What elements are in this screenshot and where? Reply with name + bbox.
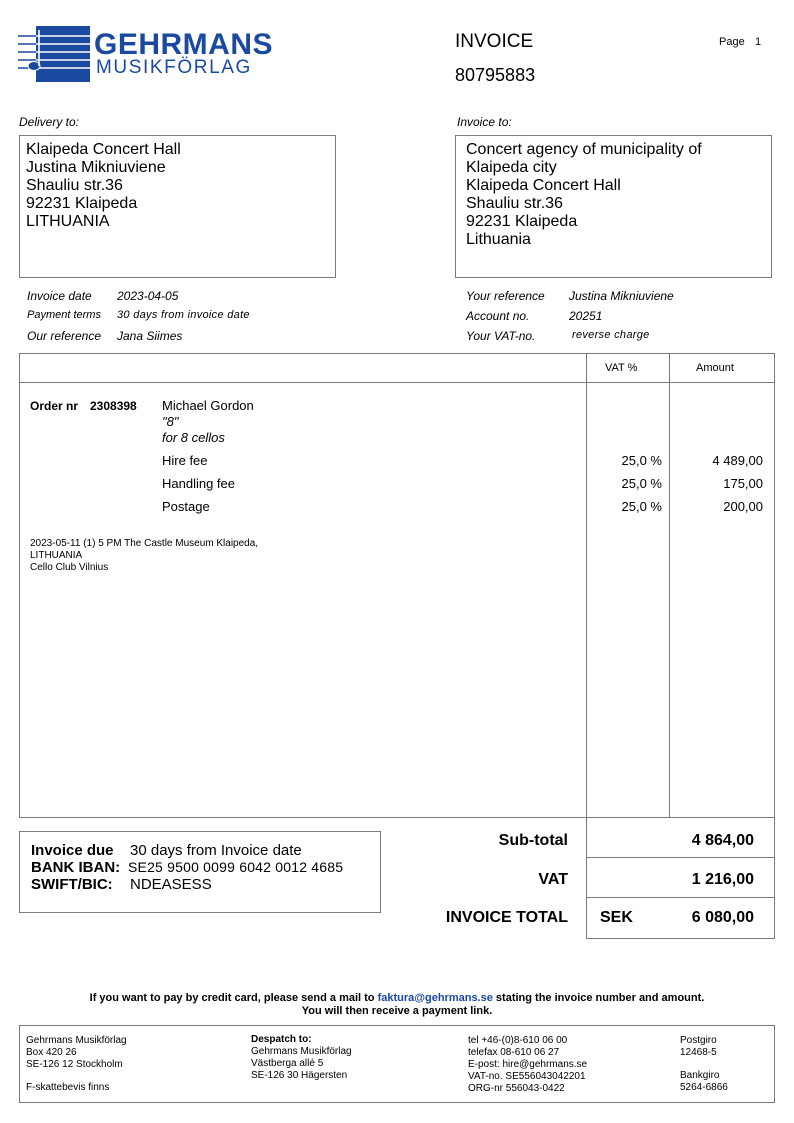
line-amount: 200,00 <box>723 499 763 514</box>
line-description: Postage <box>162 499 210 514</box>
footer-line: E-post: hire@gehrmans.se <box>468 1059 588 1070</box>
vat-no-label: Your VAT-no. <box>466 329 536 343</box>
invoice-to-line: Shauliu str.36 <box>466 195 563 212</box>
iban-label: BANK IBAN: <box>31 859 121 876</box>
work-instrumentation: for 8 cellos <box>162 430 225 445</box>
vat-column-header: VAT % <box>605 362 638 374</box>
logo-block <box>36 26 90 82</box>
iban-value: SE25 9500 0099 6042 0012 4685 <box>128 859 344 875</box>
account-no-label: Account no. <box>466 309 530 323</box>
page-number: 1 <box>755 36 762 48</box>
invoice-address-box <box>455 135 772 278</box>
payment-link-notice: You will then receive a payment link. <box>301 1005 493 1017</box>
footer-line <box>680 1059 728 1070</box>
work-composer: Michael Gordon <box>162 398 254 413</box>
invoice-due-value: 30 days from Invoice date <box>130 842 302 859</box>
delivery-label: Delivery to: <box>19 115 80 129</box>
note-line: 2023-05-11 (1) 5 PM The Castle Museum Klaipeda, <box>30 538 259 549</box>
footer-line: Postgiro <box>680 1035 717 1046</box>
account-no-value: 20251 <box>569 309 603 323</box>
note-line: Cello Club Vilnius <box>30 562 109 573</box>
footer-line <box>26 1071 127 1082</box>
totals-right-border <box>774 818 775 939</box>
footer-line: SE-126 30 Hägersten <box>251 1070 348 1081</box>
logo-wordmark: GEHRMANS <box>94 28 274 61</box>
footer-line: telefax 08-610 06 27 <box>468 1047 560 1058</box>
table-header-divider <box>19 382 775 383</box>
our-reference-value: Jana Siimes <box>117 329 183 343</box>
invoice-number: 80795883 <box>455 65 536 85</box>
delivery-line: Shauliu str.36 <box>26 177 123 194</box>
footer-line: Västberga allé 5 <box>251 1058 324 1069</box>
line-description: Hire fee <box>162 453 208 468</box>
page-label: Page <box>719 36 745 48</box>
footer-line: SE-126 12 Stockholm <box>26 1059 123 1070</box>
currency: SEK <box>600 909 633 926</box>
swift-label: SWIFT/BIC: <box>31 876 113 893</box>
footer-line: Bankgiro <box>680 1070 720 1081</box>
line-amount: 175,00 <box>723 476 763 491</box>
footer-despatch <box>251 1034 352 1082</box>
payment-terms-value: 30 days from invoice date <box>117 309 250 321</box>
billing-email-link[interactable]: faktura@gehrmans.se <box>377 992 493 1004</box>
footer-line: VAT-no. SE556043042201 <box>468 1071 586 1082</box>
items-table <box>19 353 775 818</box>
totals-divider <box>586 857 775 858</box>
footer-line: Gehrmans Musikförlag <box>26 1035 127 1046</box>
footer-line: Gehrmans Musikförlag <box>251 1046 352 1057</box>
your-reference-label: Your reference <box>466 289 545 303</box>
invoice-to-line: Klaipeda Concert Hall <box>466 177 621 194</box>
invoice-total-label: INVOICE TOTAL <box>445 909 568 926</box>
document-title: INVOICE <box>455 31 534 52</box>
subtotal-label: Sub-total <box>498 832 568 849</box>
work-title: "8" <box>162 414 179 429</box>
invoice-to-line: 92231 Klaipeda <box>466 213 578 230</box>
performance-note <box>30 538 258 574</box>
your-reference-value: Justina Mikniuviene <box>569 289 674 303</box>
invoice-to-line: Klaipeda city <box>466 159 557 176</box>
invoice-due-label: Invoice due <box>31 842 114 859</box>
vat-total-label: VAT <box>538 871 568 888</box>
line-description: Handling fee <box>162 476 235 491</box>
footer-line: Box 420 26 <box>26 1047 77 1058</box>
invoice-date-value: 2023-04-05 <box>117 289 179 303</box>
footer-line: tel +46-(0)8-610 06 00 <box>468 1035 568 1046</box>
footer-line: ORG-nr 556043-0422 <box>468 1083 565 1094</box>
invoice-to-label: Invoice to: <box>457 115 512 129</box>
note-line: LITHUANIA <box>30 550 83 561</box>
delivery-line: 92231 Klaipeda <box>26 195 138 212</box>
invoice-to-line: Concert agency of municipality of <box>466 141 702 158</box>
line-amount: 4 489,00 <box>712 453 763 468</box>
footer-line: 12468-5 <box>680 1047 717 1058</box>
totals-bottom-border <box>586 938 775 939</box>
totals-divider <box>586 897 775 898</box>
footer-line: 5264-6866 <box>680 1082 728 1093</box>
footer-despatch-title: Despatch to: <box>251 1034 312 1045</box>
swift-value: NDEASESS <box>130 876 212 893</box>
logo-subtitle: MUSIKFÖRLAG <box>96 57 252 78</box>
vat-column-divider <box>586 353 587 818</box>
line-vat: 25,0 % <box>621 476 662 491</box>
invoice-to-line: Lithuania <box>466 231 531 248</box>
invoice-total-value: 6 080,00 <box>691 909 754 926</box>
line-vat: 25,0 % <box>621 499 662 514</box>
delivery-line: Klaipeda Concert Hall <box>26 141 181 158</box>
delivery-line: LITHUANIA <box>26 213 110 230</box>
amount-column-divider <box>669 353 670 818</box>
footer-line: F-skattebevis finns <box>26 1082 110 1093</box>
order-label: Order nr <box>30 399 79 413</box>
footer-company <box>26 1035 127 1094</box>
footer-contact <box>468 1035 587 1095</box>
our-reference-label: Our reference <box>27 329 102 343</box>
vat-total-value: 1 216,00 <box>691 871 754 888</box>
invoice-date-label: Invoice date <box>27 289 92 303</box>
order-number: 2308398 <box>90 399 137 413</box>
notice-text: stating the invoice number and amount. <box>495 992 705 1004</box>
footer-giro <box>680 1035 728 1094</box>
delivery-address-box <box>19 135 336 278</box>
totals-left-border <box>586 818 587 939</box>
delivery-line: Justina Mikniuviene <box>26 159 166 176</box>
vat-no-value: reverse charge <box>572 329 650 341</box>
credit-card-notice <box>0 992 794 1005</box>
subtotal-value: 4 864,00 <box>691 832 754 849</box>
footer-box <box>19 1025 775 1103</box>
amount-column-header: Amount <box>696 362 734 374</box>
line-vat: 25,0 % <box>621 453 662 468</box>
notice-text: If you want to pay by credit card, please send a mail to <box>89 992 375 1004</box>
payment-terms-label: Payment terms <box>27 309 101 321</box>
